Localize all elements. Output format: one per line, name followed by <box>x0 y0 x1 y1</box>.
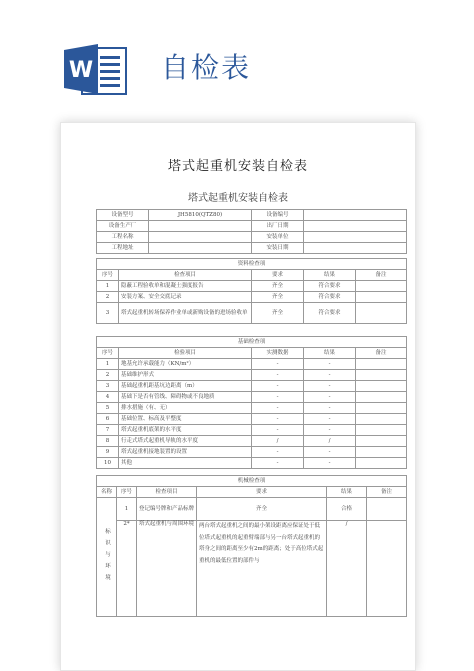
info-value <box>304 232 407 243</box>
row-number: 5 <box>97 403 119 414</box>
measured-data: - <box>252 359 304 370</box>
info-table <box>96 209 407 254</box>
table-header-row <box>97 487 407 498</box>
column-header: 备注 <box>367 487 407 498</box>
info-value <box>149 243 252 254</box>
table-row <box>97 498 407 521</box>
row-number: 2 <box>97 370 119 381</box>
table-row <box>97 436 407 447</box>
note <box>356 436 407 447</box>
result: - <box>304 381 356 392</box>
note <box>356 292 407 303</box>
info-value: JH5810(QTZ80) <box>149 210 252 221</box>
info-value <box>149 221 252 232</box>
result: - <box>304 392 356 403</box>
measured-data: / <box>252 436 304 447</box>
row-number: 7 <box>97 425 119 436</box>
note <box>356 381 407 392</box>
info-value <box>304 210 407 221</box>
table-row <box>97 403 407 414</box>
measured-data: - <box>252 370 304 381</box>
note <box>356 359 407 370</box>
machinery-check-table <box>96 475 407 617</box>
info-row <box>97 210 407 221</box>
note <box>356 370 407 381</box>
table-row <box>97 381 407 392</box>
note <box>367 498 407 521</box>
column-header: 要求 <box>252 270 304 281</box>
requirement: 两台塔式起重机之间的最小架设距离应保证处于低位塔式起重机的起重臂端部与另一台塔式起重机的塔身之间的距离至少有2m的距离；处于高位塔式起重机的最低位置的部件与 <box>197 521 327 617</box>
column-header: 检验项目 <box>119 348 252 359</box>
requirement: 齐全 <box>252 281 304 292</box>
result: - <box>304 403 356 414</box>
table-header-row <box>97 270 407 281</box>
note <box>356 303 407 324</box>
row-number: 1 <box>97 281 119 292</box>
table-row <box>97 447 407 458</box>
check-item: 隐蔽工程验收单和混凝土强度报告 <box>119 281 252 292</box>
check-item: 塔式起重机与周围环境 <box>137 521 197 617</box>
table-row <box>97 281 407 292</box>
table-row <box>97 414 407 425</box>
column-header: 结果 <box>304 348 356 359</box>
table-row <box>97 292 407 303</box>
measured-data: - <box>252 403 304 414</box>
check-item: 地基允许承载能力（KN/m²） <box>119 359 252 370</box>
requirement: 齐全 <box>252 303 304 324</box>
table-row <box>97 425 407 436</box>
row-number: 3 <box>97 303 119 324</box>
check-item: 塔式起重机底架的水平度 <box>119 425 252 436</box>
measured-data: - <box>252 414 304 425</box>
document-title: 塔式起重机安装自检表 <box>167 159 308 174</box>
check-item: 基础维护形式 <box>119 370 252 381</box>
check-item: 安装方案、安全交底记录 <box>119 292 252 303</box>
note <box>356 392 407 403</box>
result: - <box>304 359 356 370</box>
result: - <box>304 447 356 458</box>
info-row <box>97 221 407 232</box>
result: - <box>304 414 356 425</box>
check-item: 基础位置、标高及平整度 <box>119 414 252 425</box>
section-title: 资料检查项 <box>97 259 407 270</box>
table-row <box>97 370 407 381</box>
info-value <box>304 243 407 254</box>
column-header: 检查项目 <box>119 270 252 281</box>
note <box>356 425 407 436</box>
result: 符合要求 <box>304 281 356 292</box>
row-number: 2 <box>97 292 119 303</box>
column-header: 结果 <box>327 487 367 498</box>
note <box>356 281 407 292</box>
check-item: 基础下是否有管线、障碍物或不良地质 <box>119 392 252 403</box>
table-header-row <box>97 348 407 359</box>
result: 合格 <box>327 498 367 521</box>
row-number: 1 <box>117 498 137 521</box>
document-page <box>60 122 416 671</box>
requirement: 齐全 <box>252 292 304 303</box>
measured-data: - <box>252 447 304 458</box>
column-header: 检查项目 <box>137 487 197 498</box>
info-label: 设备生产厂 <box>97 221 149 232</box>
row-number: 2* <box>117 521 137 617</box>
info-label: 安装单位 <box>252 232 304 243</box>
table-row <box>97 392 407 403</box>
form-title: 塔式起重机安装自检表 <box>188 193 288 204</box>
note <box>356 414 407 425</box>
check-item: 行走式塔式起重机导轨的水平度 <box>119 436 252 447</box>
column-header: 序号 <box>117 487 137 498</box>
column-header: 备注 <box>356 270 407 281</box>
note <box>356 403 407 414</box>
measured-data: - <box>252 458 304 469</box>
foundation-check-table <box>96 336 407 469</box>
row-number: 6 <box>97 414 119 425</box>
svg-text:W: W <box>68 58 94 83</box>
column-header: 名称 <box>97 487 117 498</box>
measured-data: - <box>252 381 304 392</box>
requirement: 齐全 <box>197 498 327 521</box>
column-header: 序号 <box>97 270 119 281</box>
table-row <box>97 303 407 324</box>
note <box>356 458 407 469</box>
row-number: 9 <box>97 447 119 458</box>
column-header: 实测数据 <box>252 348 304 359</box>
note <box>367 521 407 617</box>
check-item: 登记编号牌和产品标牌 <box>137 498 197 521</box>
result: - <box>304 458 356 469</box>
info-label: 设备编号 <box>252 210 304 221</box>
section-title: 机械检查项 <box>97 476 407 487</box>
check-item: 塔式起重机转场保养作业单或新购设备的进场验收单 <box>119 303 252 324</box>
result: / <box>327 521 367 617</box>
row-number: 3 <box>97 381 119 392</box>
row-number: 10 <box>97 458 119 469</box>
result: 符合要求 <box>304 303 356 324</box>
check-item: 塔式起重机接地装置的设置 <box>119 447 252 458</box>
column-header: 结果 <box>304 270 356 281</box>
table-row <box>97 458 407 469</box>
check-item: 其他 <box>119 458 252 469</box>
note <box>356 447 407 458</box>
row-number: 1 <box>97 359 119 370</box>
info-label: 出厂日期 <box>252 221 304 232</box>
group-name: 标识与环境 <box>97 498 117 617</box>
result: 符合要求 <box>304 292 356 303</box>
column-header: 序号 <box>97 348 119 359</box>
info-value <box>149 232 252 243</box>
result: - <box>304 425 356 436</box>
result: / <box>304 436 356 447</box>
measured-data: - <box>252 392 304 403</box>
info-value <box>304 221 407 232</box>
measured-data: - <box>252 425 304 436</box>
row-number: 8 <box>97 436 119 447</box>
table-row <box>97 359 407 370</box>
banner-title: 自检表 <box>161 51 252 84</box>
word-icon <box>64 42 128 96</box>
column-header: 要求 <box>197 487 327 498</box>
section-title: 基础检查项 <box>97 337 407 348</box>
table-row <box>97 521 407 617</box>
row-number: 4 <box>97 392 119 403</box>
info-label: 工程名称 <box>97 232 149 243</box>
document-check-table <box>96 258 407 324</box>
column-header: 备注 <box>356 348 407 359</box>
result: - <box>304 370 356 381</box>
info-label: 安装日期 <box>252 243 304 254</box>
info-label: 设备型号 <box>97 210 149 221</box>
banner <box>0 0 474 110</box>
info-row <box>97 243 407 254</box>
info-label: 工程地址 <box>97 243 149 254</box>
check-item: 基础起重机距基坑边距离（m） <box>119 381 252 392</box>
info-row <box>97 232 407 243</box>
check-item: 排水措施（有、无） <box>119 403 252 414</box>
